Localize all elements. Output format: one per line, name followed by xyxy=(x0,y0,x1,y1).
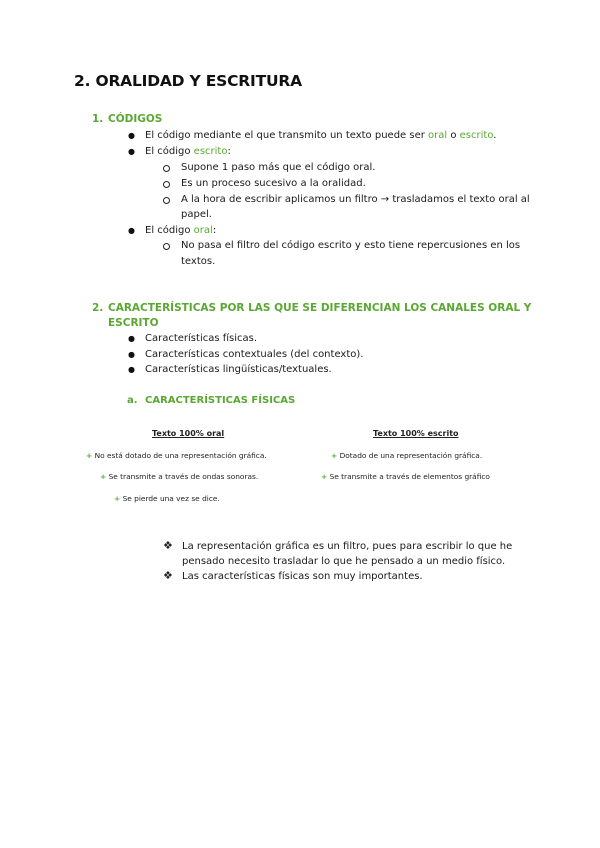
list-item: A la hora de escribir aplicamos un filtro → trasladamos el texto oral al xyxy=(181,194,530,205)
plus-icon: + xyxy=(114,494,121,503)
bullet-circle xyxy=(163,165,170,172)
list-item: Características contextuales (del contexto). xyxy=(145,349,364,360)
subsection-heading: CARACTERÍSTICAS FÍSICAS xyxy=(145,395,296,406)
list-item: Es un proceso sucesivo a la oralidad. xyxy=(181,178,366,189)
list-item: El código mediante el que transmito un texto puede ser oral o escrito. xyxy=(145,130,497,141)
escrito-item: + Dotado de una representación gráfica. xyxy=(331,451,483,460)
section-heading: CÓDIGOS xyxy=(108,113,163,125)
section-number: 1. xyxy=(92,113,104,125)
list-item: El código oral: xyxy=(145,225,217,236)
bullet-dot: ● xyxy=(128,334,135,343)
section-heading-continuation: ESCRITO xyxy=(108,317,159,329)
list-item: Características físicas. xyxy=(145,333,258,344)
list-item: Características lingüísticas/textuales. xyxy=(145,364,332,375)
page-title: 2. ORALIDAD Y ESCRITURA xyxy=(74,72,302,90)
list-item: El código escrito: xyxy=(145,146,231,157)
oral-item: + No está dotado de una representación gráfica. xyxy=(86,451,267,460)
plus-icon: + xyxy=(86,451,93,460)
plus-icon: + xyxy=(100,472,107,481)
bullet-dot: ● xyxy=(128,131,135,140)
list-item: No pasa el filtro del código escrito y esto tiene repercusiones en los xyxy=(181,240,521,251)
oral-item: + Se transmite a través de ondas sonoras. xyxy=(100,472,259,481)
bullet-circle xyxy=(163,243,170,250)
conclusion-item: Las características físicas son muy importantes. xyxy=(182,571,423,582)
diamond-bullet-icon: ❖ xyxy=(163,569,173,582)
bullet-dot: ● xyxy=(128,350,135,359)
plus-icon: + xyxy=(321,472,328,481)
conclusion-item: La representación gráfica es un filtro, pues para escribir lo que he xyxy=(182,541,513,552)
bullet-circle xyxy=(163,181,170,188)
section-number: 2. xyxy=(92,302,104,314)
bullet-dot: ● xyxy=(128,226,135,235)
plus-icon: + xyxy=(331,451,338,460)
oral-column-header: Texto 100% oral xyxy=(152,429,225,438)
conclusion-item-continuation: pensado necesito trasladar lo que he pensado a un medio físico. xyxy=(182,556,506,567)
list-item-continuation: textos. xyxy=(181,256,216,267)
diamond-bullet-icon: ❖ xyxy=(163,539,173,552)
escrito-column-header: Texto 100% escrito xyxy=(373,429,459,438)
list-item: Supone 1 paso más que el código oral. xyxy=(181,162,376,173)
bullet-dot: ● xyxy=(128,147,135,156)
subsection-letter: a. xyxy=(127,395,138,406)
list-item-continuation: papel. xyxy=(181,209,212,220)
bullet-circle xyxy=(163,197,170,204)
bullet-dot: ● xyxy=(128,365,135,374)
section-heading: CARACTERÍSTICAS POR LAS QUE SE DIFERENCIAN LOS CANALES ORAL Y xyxy=(108,302,532,314)
oral-item: + Se pierde una vez se dice. xyxy=(114,494,220,503)
escrito-item: + Se transmite a través de elementos gráfico xyxy=(321,472,490,481)
